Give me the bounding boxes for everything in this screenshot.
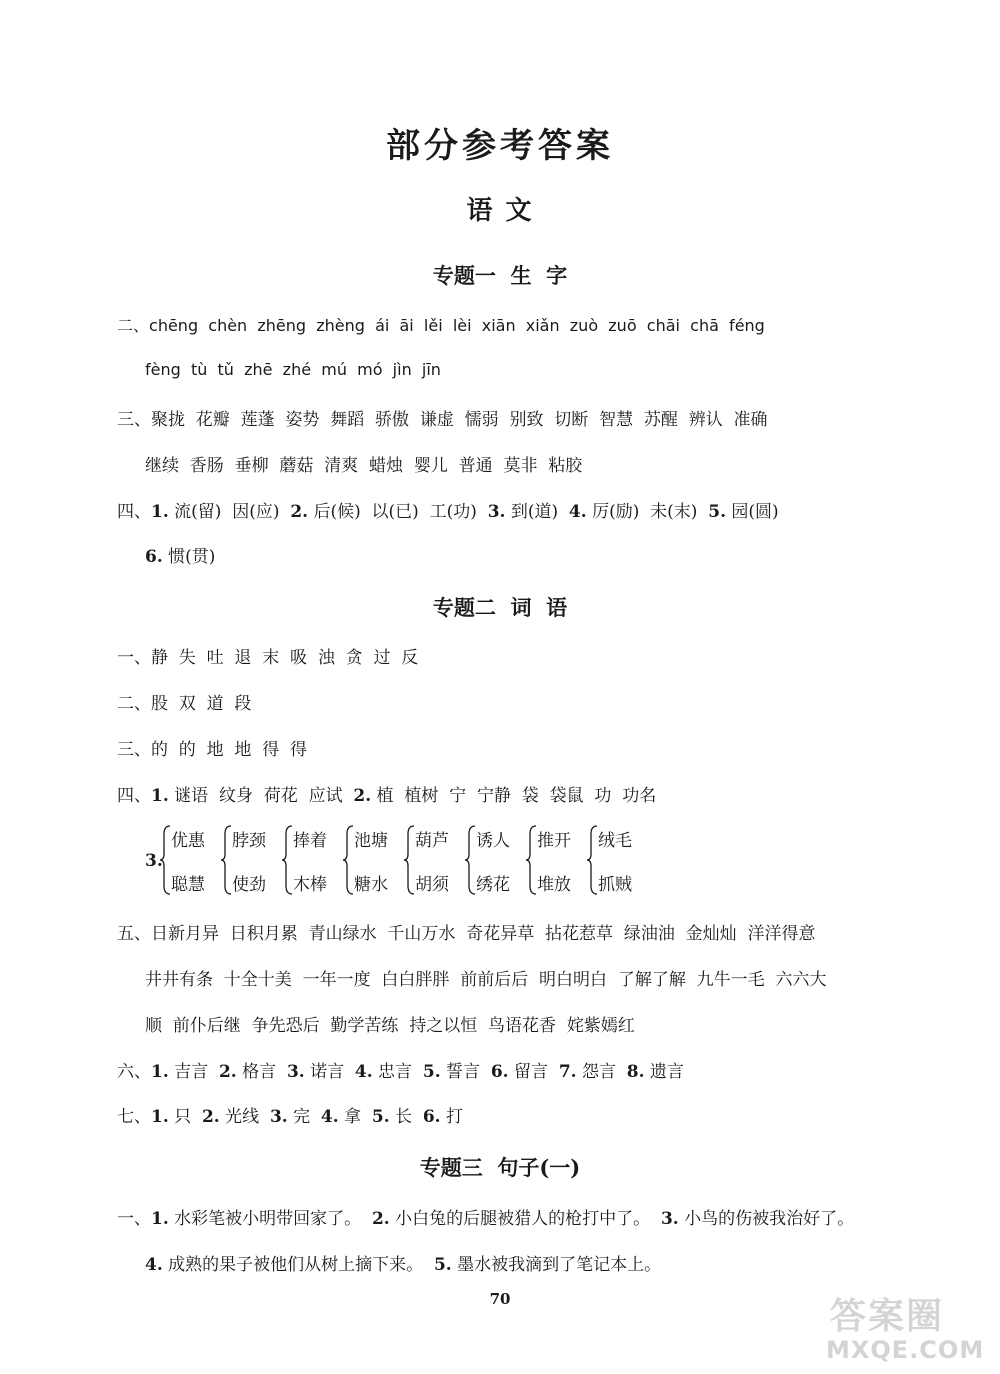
pair-bottom-word: 堆放 [537, 875, 571, 895]
brace-icon [403, 824, 415, 896]
t2-q1: 一、静 失 吐 退 末 吸 浊 贪 过 反 [117, 648, 419, 668]
brace-icon [464, 824, 476, 896]
pair-bottom-word: 胡须 [415, 875, 449, 895]
watermark-bottom-text: MXQE.COM [826, 1336, 985, 1364]
topic-3-heading: 专题三 句子(一) [419, 1155, 581, 1180]
t2-q7: 七、1. 只 2. 光线 3. 完 4. 拿 5. 长 6. 打 [117, 1107, 463, 1127]
pair-top-word: 诱人 [476, 831, 510, 851]
watermark-top-text: 答案圈 [830, 1296, 945, 1337]
topic-2-heading: 专题二 词 语 [432, 595, 568, 620]
pair-top-word: 推开 [537, 831, 571, 851]
pair-bottom-word: 使劲 [232, 875, 266, 895]
t1-q3-line1: 三、聚拢 花瓣 莲蓬 姿势 舞蹈 骄傲 谦虚 懦弱 别致 切断 智慧 苏醒 辨认 准确 [117, 410, 768, 430]
pair-bottom-word: 绣花 [476, 875, 510, 895]
t2-q5-line1: 五、日新月异 日积月累 青山绿水 千山万水 奇花异草 拈花惹草 绿油油 金灿灿 洋洋得意 [117, 924, 816, 944]
t2-q5-line3: 顺 前仆后继 争先恐后 勤学苦练 持之以恒 鸟语花香 姹紫嫣红 [145, 1016, 635, 1036]
watermark-logo [820, 1288, 995, 1370]
pair-top-word: 绒毛 [598, 831, 632, 851]
pair-bottom-word: 聪慧 [171, 875, 205, 895]
t3-q1-line1: 一、1. 水彩笔被小明带回家了。 2. 小白兔的后腿被猎人的枪打中了。 3. 小鸟的伤被我治好了。 [117, 1209, 855, 1229]
pair-bottom-word: 糖水 [354, 875, 388, 895]
t2-q5-line2: 井井有条 十全十美 一年一度 白白胖胖 前前后后 明白明白 了解了解 九牛一毛 六六大 [145, 970, 827, 990]
t3-q1-line2: 4. 成熟的果子被他们从树上摘下来。 5. 墨水被我滴到了笔记本上。 [145, 1255, 662, 1275]
page-title: 部分参考答案 [386, 126, 614, 166]
t2-q2: 二、股 双 道 段 [117, 694, 252, 714]
t2-q4-brace-pairs [145, 820, 845, 900]
pair-bottom-word: 抓贼 [598, 875, 632, 895]
brace-icon [525, 824, 537, 896]
brace-icon [159, 824, 171, 896]
brace-icon [281, 824, 293, 896]
brace-icon [586, 824, 598, 896]
pair-top-word: 捧着 [293, 831, 327, 851]
t1-q4-line1: 四、1. 流(留) 因(应) 2. 后(候) 以(已) 工(功) 3. 到(道) 4. 厉(励) 未(末) 5. 园(圆) [117, 502, 779, 522]
pair-top-word: 池塘 [354, 831, 388, 851]
subject-heading: 语 文 [466, 196, 534, 226]
t1-q4-line2: 6. 惯(贯) [145, 547, 216, 567]
page-number: 70 [489, 1290, 511, 1308]
t1-q2-line1: 二、chēng chèn zhēng zhèng ái āi lěi lèi xiān xiǎn zuò zuō chāi chā féng [117, 316, 765, 335]
t1-q3-line2: 继续 香肠 垂柳 蘑菇 清爽 蜡烛 婴儿 普通 莫非 粘胶 [145, 456, 583, 476]
t2-q6: 六、1. 吉言 2. 格言 3. 诺言 4. 忠言 5. 誓言 6. 留言 7. 怨言 8. 遗言 [117, 1062, 684, 1082]
pair-top-word: 葫芦 [415, 831, 449, 851]
topic-1-heading: 专题一 生 字 [432, 263, 568, 288]
t2-q4-item3-number: 3. [145, 851, 163, 871]
pair-top-word: 脖颈 [232, 831, 266, 851]
pair-bottom-word: 木棒 [293, 875, 327, 895]
t2-q4-line1: 四、1. 谜语 纹身 荷花 应试 2. 植 植树 宁 宁静 袋 袋鼠 功 功名 [117, 786, 657, 806]
t2-q3: 三、的 的 地 地 得 得 [117, 740, 308, 760]
brace-icon [220, 824, 232, 896]
brace-icon [342, 824, 354, 896]
t1-q2-line2: fèng tù tǔ zhē zhé mú mó jìn jīn [145, 360, 441, 379]
pair-top-word: 优惠 [171, 831, 205, 851]
